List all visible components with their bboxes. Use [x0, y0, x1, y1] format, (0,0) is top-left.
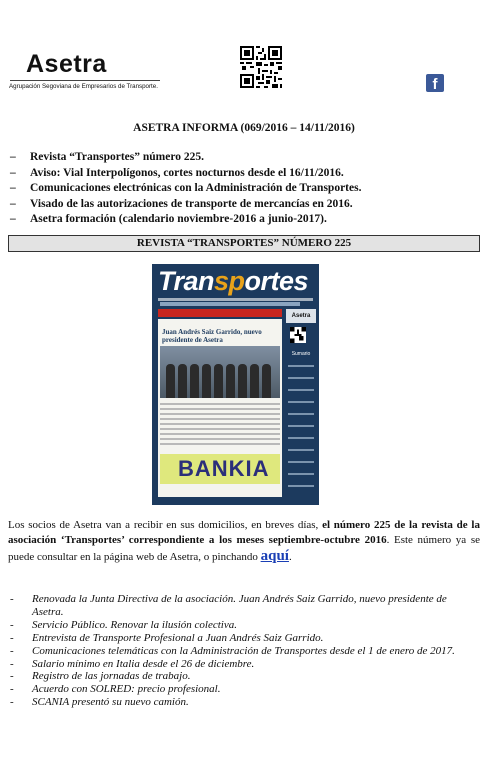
facebook-icon[interactable]: f [426, 74, 444, 92]
cover-issue-strip [160, 302, 300, 306]
cover-text-line [160, 433, 280, 435]
cover-bankia-ad: BANKIA [160, 454, 280, 484]
magazine-cover-image[interactable] [152, 264, 319, 505]
cover-text-line [160, 428, 280, 430]
summary-item-text: Asetra formación (calendario noviembre-2016 a junio-2017). [30, 213, 327, 226]
cover-text-line [160, 443, 280, 445]
summary-list [10, 150, 480, 228]
cover-headline: Juan Andrés Saiz Garrido, nuevo presidente de Asetra [162, 328, 262, 344]
list-item: - Salario mínimo en Italia desde el 26 de diciembre. [10, 657, 255, 670]
cover-text-line [160, 423, 280, 425]
cover-text-line [160, 413, 280, 415]
cover-rule [158, 298, 313, 301]
summary-item: – Aviso: Vial Interpolígonos, cortes nocturnos desde el 16/11/2016. [10, 166, 344, 179]
summary-item-text: Comunicaciones electrónicas con la Administración de Transportes. [30, 182, 362, 195]
summary-item: – Comunicaciones electrónicas con la Administración de Transportes. [10, 182, 362, 195]
magazine-contents-list [10, 593, 480, 709]
cover-asetra-label: Asetra [286, 309, 316, 323]
summary-item-text: Revista “Transportes” número 225. [30, 151, 204, 163]
summary-item: – Visado de las autorizaciones de transporte de mercancías en 2016. [10, 197, 353, 210]
list-item: - Servicio Público. Renovar la ilusión colectiva. [10, 618, 237, 631]
cover-text-line [160, 408, 280, 410]
summary-item: – Asetra formación (calendario noviembre-2016 a junio-2017). [10, 213, 327, 226]
cover-red-strip [158, 309, 282, 317]
list-item: - Comunicaciones telemáticas con la Administración de Transportes desde el 1 de enero de 2017. [10, 644, 455, 657]
logo-subtitle: Agrupación Segoviana de Empresarios de Transporte. [9, 83, 158, 90]
logo-text: Asetra [26, 50, 107, 78]
bulletin-title: ASETRA INFORMA (069/2016 – 14/11/2016) [133, 122, 355, 134]
summary-item: – Revista “Transportes” número 225. [10, 151, 204, 163]
intro-paragraph: Los socios de Asetra van a recibir en sus domicilios, en breves días, el número 225 de la revista de la asociación ‘Transportes’ correspondiente a los meses septiembre-octubre 2016. Este número ya se puede consultar en la página web de Asetra, o pinchando aquí. [8, 519, 480, 564]
cover-group-photo [160, 346, 280, 398]
cover-text-line [160, 438, 280, 440]
section-banner: REVISTA “TRANSPORTES” NÚMERO 225 [8, 235, 480, 252]
cover-text-line [160, 418, 280, 420]
issue-highlight: el número 225 de la revista de la asociación ‘Transportes’ correspondiente a los meses septiembre-octubre 2016 [8, 519, 480, 547]
magazine-link[interactable]: aquí [260, 547, 289, 564]
list-item: - Entrevista de Transporte Profesional a Juan Andrés Saiz Garrido. [10, 631, 324, 644]
list-item: - Registro de las jornadas de trabajo. [10, 670, 191, 683]
summary-item-text: Visado de las autorizaciones de transporte de mercancías en 2016. [30, 197, 353, 210]
list-item: - SCANIA presentó su nuevo camión. [10, 696, 189, 709]
cover-qr-icon [290, 327, 306, 343]
cover-masthead: Transportes [158, 266, 309, 296]
qr-code-icon[interactable] [240, 46, 282, 88]
cover-sidebar: Sumario [286, 309, 316, 497]
list-item: - Acuerdo con SOLRED: precio profesional. [10, 683, 221, 696]
list-item: - Renovada la Junta Directiva de la asociación. Juan Andrés Saiz Garrido, nuevo presidente de Asetra. [10, 593, 447, 618]
logo-divider [10, 80, 160, 81]
cover-text-line [160, 403, 280, 405]
summary-item-text: Aviso: Vial Interpolígonos, cortes nocturnos desde el 16/11/2016. [30, 166, 344, 179]
